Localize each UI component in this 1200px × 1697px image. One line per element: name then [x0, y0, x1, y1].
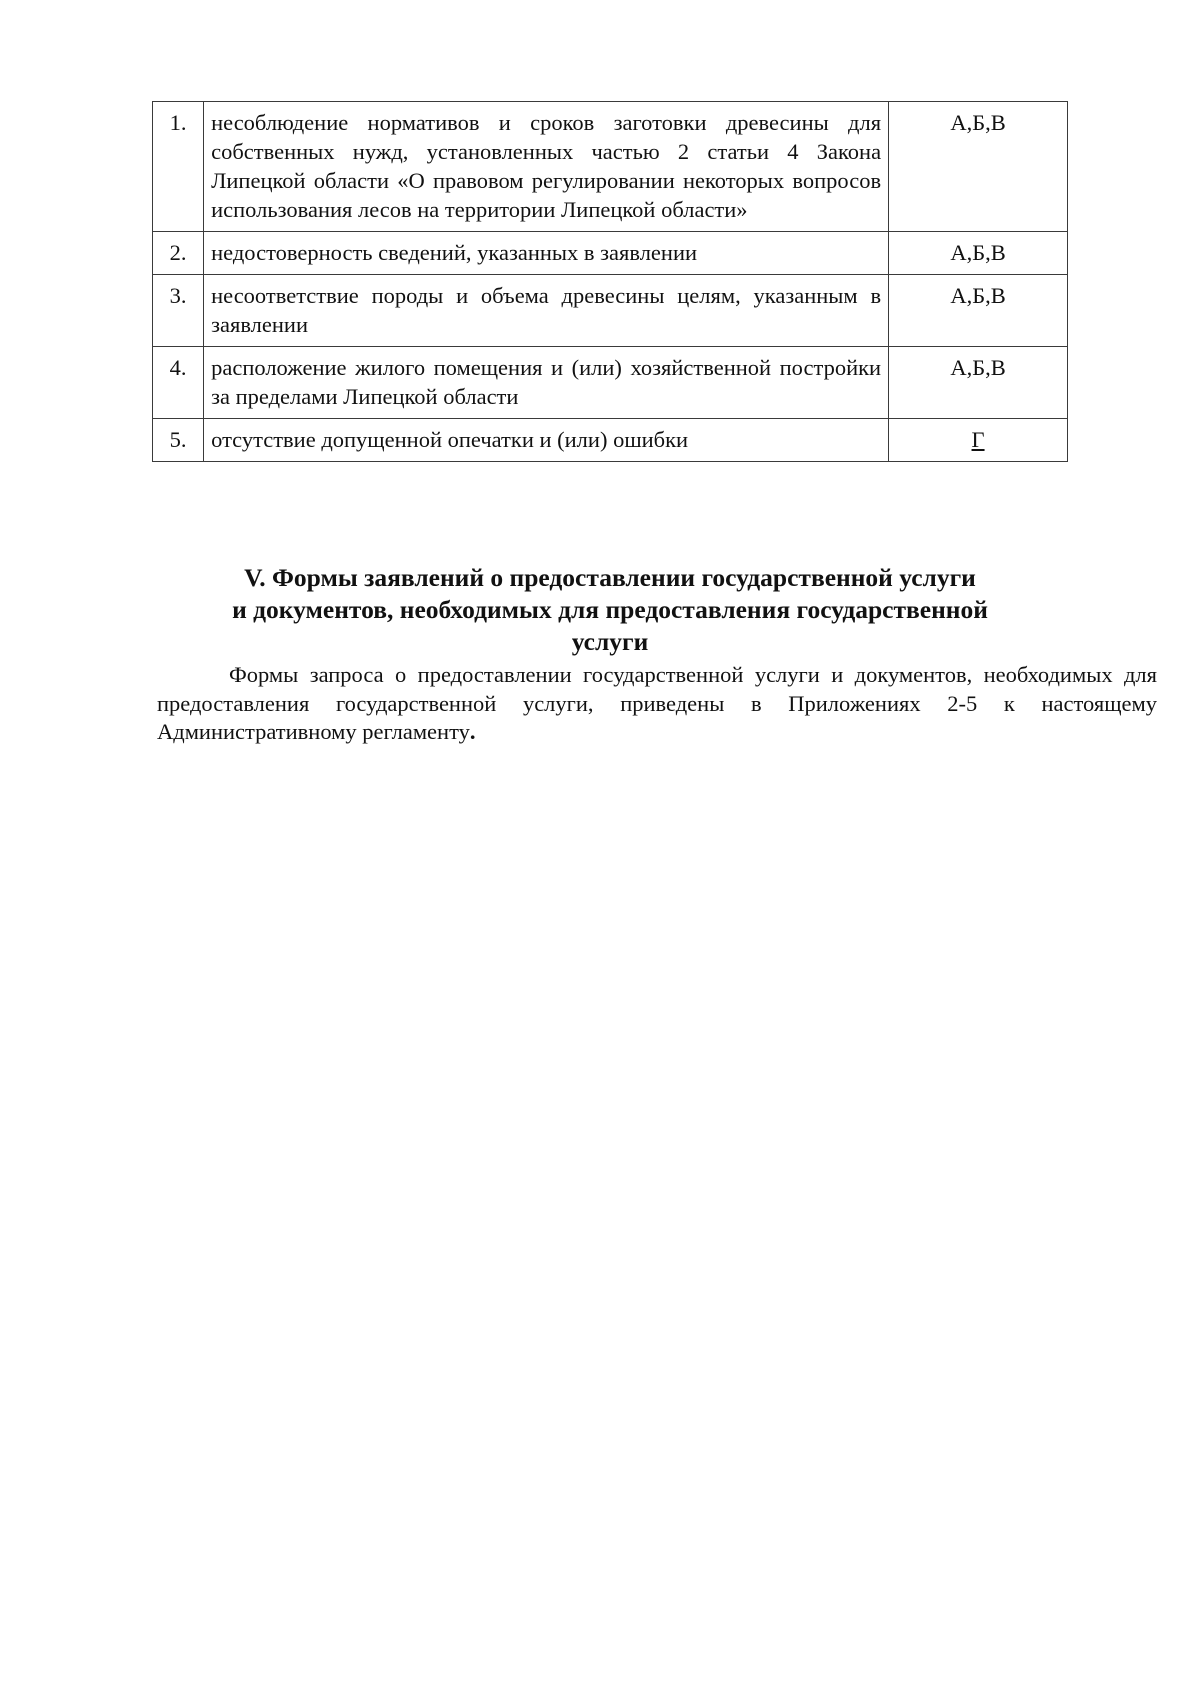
row-codes: А,Б,В: [889, 102, 1068, 232]
row-number: 4.: [153, 347, 204, 419]
row-codes: А,Б,В: [889, 232, 1068, 275]
row-text: несоблюдение нормативов и сроков заготовки древесины для собственных нужд, установленных частью 2 статьи 4 Закона Липецкой области «О правовом регулировании некоторых вопросов использования лесов на территории Липецкой области»: [204, 102, 889, 232]
row-number: 2.: [153, 232, 204, 275]
row-codes: Г: [971, 427, 985, 452]
row-number: 3.: [153, 275, 204, 347]
body-paragraph: [157, 661, 1157, 747]
section-title-line: и документов, необходимых для предоставления государственной: [232, 595, 988, 624]
refusal-grounds-table: [152, 101, 1068, 462]
table-row: [153, 347, 1068, 419]
row-text: несоответствие породы и объема древесины целям, указанным в заявлении: [204, 275, 889, 347]
table-row: [153, 275, 1068, 347]
row-text: отсутствие допущенной опечатки и (или) ошибки: [204, 419, 889, 462]
table-row: [153, 419, 1068, 462]
section-title-line: услуги: [571, 627, 649, 656]
section-title: [152, 562, 1068, 658]
row-codes-cell: [889, 419, 1068, 462]
row-text: недостоверность сведений, указанных в заявлении: [204, 232, 889, 275]
row-number: 5.: [153, 419, 204, 462]
section-title-line: V. Формы заявлений о предоставлении государственной услуги: [244, 563, 976, 592]
table-row: [153, 102, 1068, 232]
row-text: расположение жилого помещения и (или) хозяйственной постройки за пределами Липецкой области: [204, 347, 889, 419]
paragraph-end-mark: .: [469, 719, 476, 744]
row-number: 1.: [153, 102, 204, 232]
paragraph-text: Формы запроса о предоставлении государственной услуги и документов, необходимых для предоставления государственной услуги, приведены в Приложениях 2-5 к настоящему Административному регламенту: [157, 662, 1157, 744]
row-codes: А,Б,В: [889, 275, 1068, 347]
table-row: [153, 232, 1068, 275]
row-codes: А,Б,В: [889, 347, 1068, 419]
